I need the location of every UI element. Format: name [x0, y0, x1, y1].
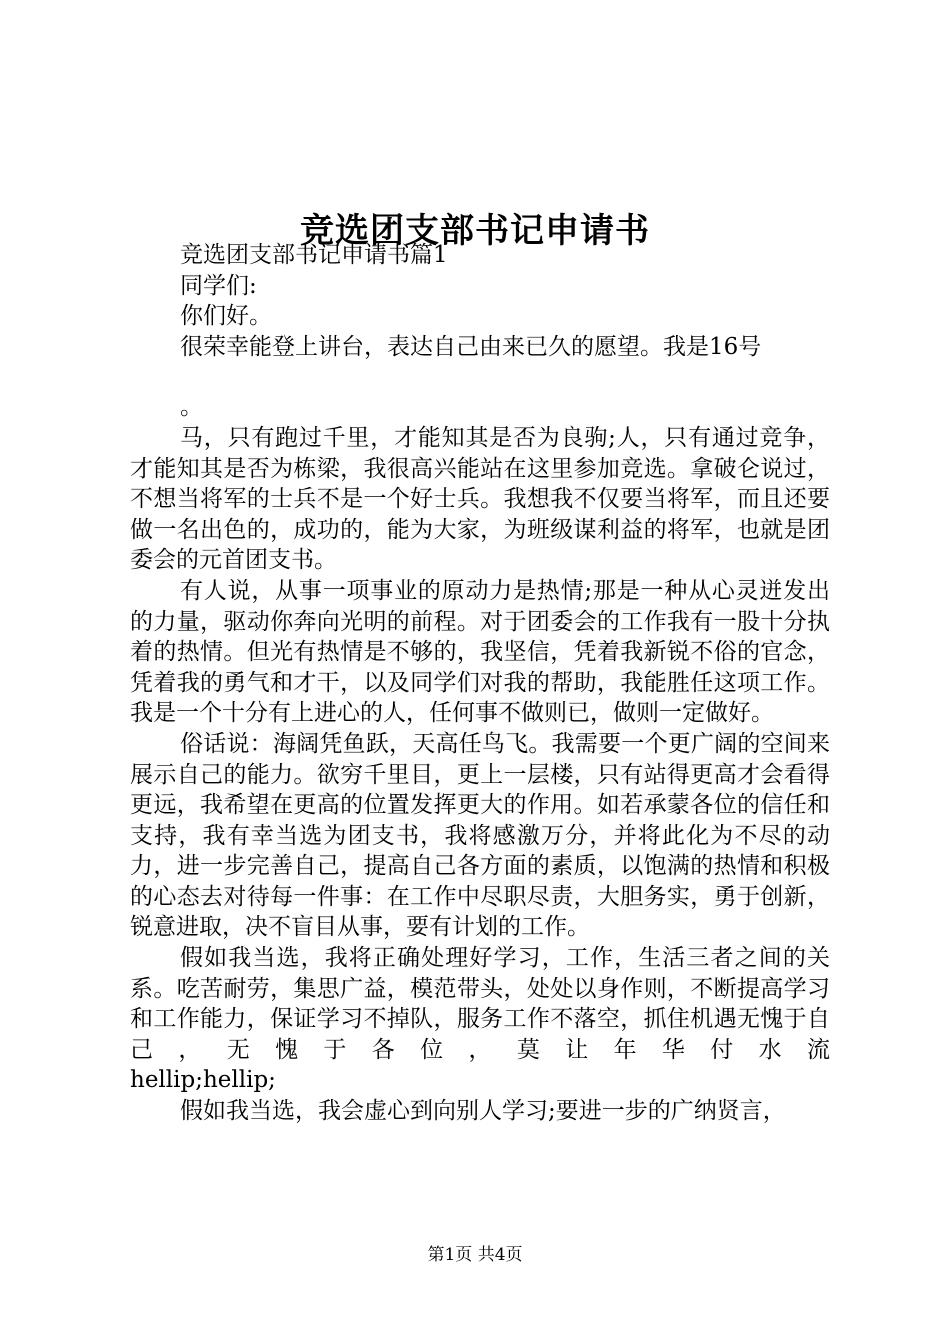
paragraph-body: 马，只有跑过千里，才能知其是否为良驹;人，只有通过竞争，才能知其是否为栋梁，我很高兴能站在这里参加竞选。拿破仑说过，不想当将军的士兵不是一个好士兵。我想我不仅要当将军，而且还要做一名出色的，成功的，能为大家，为班级谋利益的将军，也就是团委会的元首团支书。	[130, 424, 830, 574]
page-number: 第1页 共4页	[427, 1245, 523, 1265]
paragraph-body: 假如我当选，我会虚心到向别人学习;要进一步的广纳贤言，	[180, 1098, 786, 1125]
paragraph-ellipsis: hellip;hellip;	[130, 1067, 276, 1094]
paragraph-period: 。	[180, 394, 203, 421]
document-body	[130, 240, 830, 1127]
paragraph-hello: 你们好。	[180, 303, 272, 330]
paragraph-intro: 很荣幸能登上讲台，表达自己由来已久的愿望。我是16号	[180, 333, 762, 360]
document-title: 竞选团支部书记申请书	[300, 210, 650, 251]
paragraph-greeting: 同学们:	[180, 272, 257, 299]
paragraph-body: 有人说，从事一项事业的原动力是热情;那是一种从心灵迸发出的力量，驱动你奔向光明的前程。对于团委会的工作我有一股十分执着的热情。但光有热情是不够的，我坚信，凭着我新锐不俗的官念，凭着我的勇气和才干，以及同学们对我的帮助，我能胜任这项工作。我是一个十分有上进心的人，任何事不做则已，做则一定做好。	[130, 577, 830, 727]
paragraph-subtitle: 竞选团支部书记申请书篇1	[180, 242, 448, 268]
paragraph-body: 假如我当选，我将正确处理好学习，工作，生活三者之间的关系。吃苦耐劳，集思广益，模范带头，处处以身作则，不断提高学习和工作能力，保证学习不掉队，服务工作不落空，抓住机遇无愧于自己，无愧于各位，莫让年华付水流	[130, 945, 830, 1063]
paragraph-body: 俗话说：海阔凭鱼跃，天高任鸟飞。我需要一个更广阔的空间来展示自己的能力。欲穷千里目，更上一层楼，只有站得更高才会看得更远，我希望在更高的位置发挥更大的作用。如若承蒙各位的信任和支持，我有幸当选为团支书，我将感激万分，并将此化为不尽的动力，进一步完善自己，提高自己各方面的素质，以饱满的热情和积极的心态去对待每一件事：在工作中尽职尽责，大胆务实，勇于创新，锐意进取，决不盲目从事，要有计划的工作。	[130, 730, 830, 941]
